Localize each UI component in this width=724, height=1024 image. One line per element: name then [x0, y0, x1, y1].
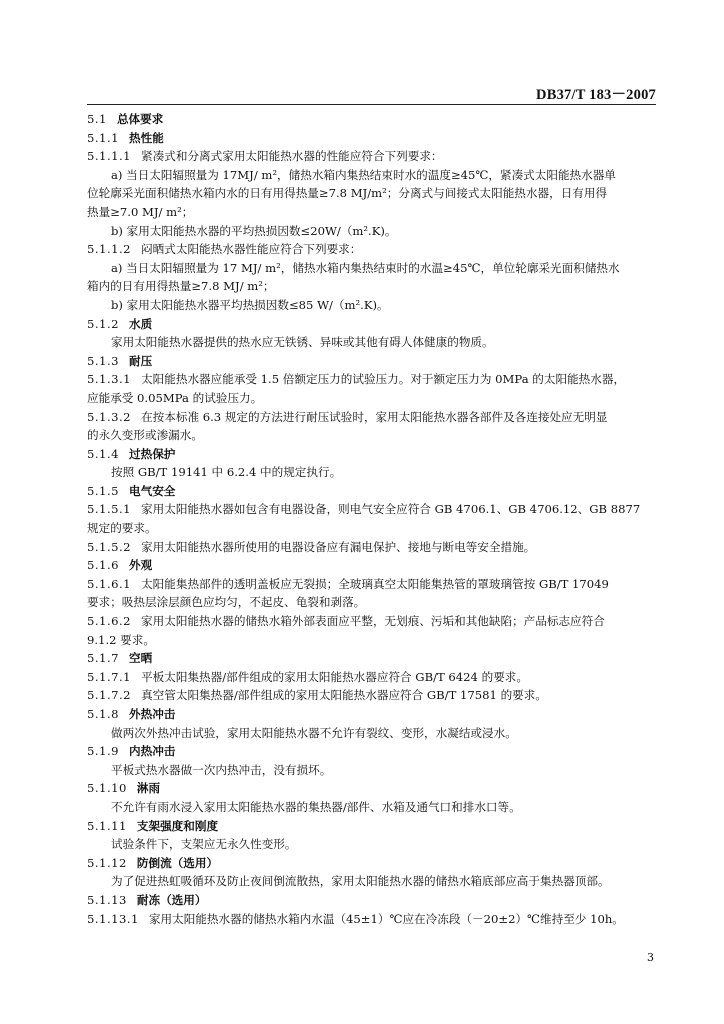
section-heading	[87, 110, 658, 129]
clause-number: 5.1.1.1	[87, 149, 132, 164]
clause-text: 按照 GB/T 19141 中 6.2.4 中的规定执行。	[111, 465, 342, 480]
text-line	[87, 389, 658, 408]
text-line	[87, 835, 658, 854]
text-line	[87, 333, 658, 352]
clause-text: 箱内的日有用得热量≥7.8 MJ/ m²；	[87, 279, 275, 294]
clause-text: 做两次外热冲击试验，家用太阳能热水器不允许有裂纹、变形，水凝结或浸水。	[111, 725, 517, 740]
clause-line	[87, 668, 658, 687]
clause-number: 5.1.5.1	[87, 502, 132, 517]
heading-text: 总体要求	[116, 112, 164, 126]
section-heading	[87, 891, 658, 910]
clause-text: 家用太阳能热水器提供的热水应无铁锈、异味或其他有碍人体健康的物质。	[111, 335, 494, 350]
clause-text: 真空管太阳集热器/部件组成的家用太阳能热水器应符合 GB/T 17581 的要求。	[141, 688, 547, 703]
clause-line	[87, 370, 658, 389]
clause-number: 5.1.4	[87, 446, 119, 461]
clause-line	[87, 538, 658, 557]
section-heading	[87, 854, 658, 873]
clause-number: 5.1.9	[87, 744, 119, 759]
section-heading	[87, 779, 658, 798]
clause-text: 在按本标准 6.3 规定的方法进行耐压试验时，家用太阳能热水器各部件及各连接处应无明显	[141, 409, 608, 424]
clause-text: 试验条件下，支架应无永久性变形。	[111, 837, 297, 852]
clause-text: 家用太阳能热水器的储热水箱内水温（45±1）℃应在冷冻段（－20±2）℃维持至少 10h。	[148, 911, 624, 926]
text-line	[87, 277, 658, 296]
clause-text: 家用太阳能热水器如包含有电器设备，则电气安全应符合 GB 4706.1、GB 4706.12、GB 8877	[141, 502, 641, 517]
clause-line	[87, 910, 658, 929]
section-heading	[87, 482, 658, 501]
clause-text: 家用太阳能热水器的储热水箱外部表面应平整，无划痕、污垢和其他缺陷；产品标志应符合	[141, 614, 605, 629]
clause-text: 平板太阳集热器/部件组成的家用太阳能热水器应符合 GB/T 6424 的要求。	[141, 669, 528, 684]
clause-number: 5.1.10	[87, 781, 127, 796]
clause-number: 5.1.7.2	[87, 688, 132, 703]
section-heading	[87, 445, 658, 464]
section-heading	[87, 556, 658, 575]
clause-text: 太阳能热水器应能承受 1.5 倍额定压力的试验压力。对于额定压力为 0MPa 的太阳能热水器，	[141, 372, 626, 387]
section-heading	[87, 742, 658, 761]
text-line	[87, 761, 658, 780]
heading-text: 防倒流（选用）	[136, 855, 219, 870]
clause-number: 5.1.7.1	[87, 669, 132, 684]
text-line	[87, 519, 658, 538]
heading-text: 外观	[129, 558, 153, 573]
text-line	[87, 222, 658, 241]
clause-number: 5.1.2	[87, 316, 119, 331]
clause-text: b) 家用太阳能热水器平均热损因数≤85 W/（m².K)。	[111, 297, 389, 312]
clause-line	[87, 408, 658, 427]
clause-text: 为了促进热虹吸循环及防止夜间倒流散热，家用太阳能热水器的储热水箱底部应高于集热器顶部。	[111, 874, 610, 889]
clause-text: 太阳能集热部件的透明盖板应无裂损；全玻璃真空太阳能集热管的罩玻璃管按 GB/T 17049	[141, 576, 609, 591]
clause-text: 位轮廓采光面积储热水箱内水的日有用得热量≥7.8 MJ/m²；分离式与间接式太阳能热水器，日有用得	[87, 186, 608, 201]
document-code: DB37/T 183－2007	[536, 87, 656, 103]
clause-line	[87, 147, 658, 166]
heading-text: 热性能	[129, 130, 164, 145]
header-rule	[87, 104, 656, 105]
clause-text: a) 当日太阳辐照量为 17MJ/ m²，储热水箱内集热结束时水的温度≥45℃，紧凑式太阳能热水器单	[111, 167, 616, 182]
clause-text: 闷晒式太阳能热水器性能应符合下列要求：	[141, 242, 362, 257]
clause-number: 5.1.1.2	[87, 242, 132, 257]
clause-number: 5.1	[87, 112, 107, 126]
text-line	[87, 166, 658, 185]
clause-number: 5.1.3	[87, 353, 119, 368]
heading-text: 空晒	[129, 651, 153, 666]
clause-number: 5.1.13.1	[87, 911, 139, 926]
clause-line	[87, 612, 658, 631]
document-body	[87, 110, 658, 928]
section-heading	[87, 705, 658, 724]
clause-line	[87, 500, 658, 519]
clause-number: 5.1.13	[87, 892, 127, 907]
section-heading	[87, 352, 658, 371]
page-number: 3	[647, 951, 654, 964]
section-heading	[87, 129, 658, 148]
clause-number: 5.1.3.1	[87, 372, 132, 387]
clause-line	[87, 240, 658, 259]
heading-text: 支架强度和刚度	[136, 818, 219, 833]
clause-text: 要求；吸热层涂层颜色应均匀，不起皮、龟裂和剥落。	[87, 595, 366, 610]
clause-line	[87, 686, 658, 705]
text-line	[87, 463, 658, 482]
text-line	[87, 184, 658, 203]
clause-text: 紧凑式和分离式家用太阳能热水器的性能应符合下列要求：	[141, 149, 443, 164]
clause-number: 5.1.5	[87, 483, 119, 498]
heading-text: 外热冲击	[129, 707, 176, 721]
clause-number: 5.1.1	[87, 130, 119, 145]
clause-text: 的永久变形或渗漏水。	[87, 428, 203, 443]
section-heading	[87, 817, 658, 836]
section-heading	[87, 315, 658, 334]
clause-text: 9.1.2 要求。	[87, 632, 155, 647]
text-line	[87, 203, 658, 222]
text-line	[87, 631, 658, 650]
heading-text: 淋雨	[136, 781, 161, 796]
section-heading	[87, 649, 658, 668]
clause-number: 5.1.11	[87, 818, 127, 833]
text-line	[87, 593, 658, 612]
clause-number: 5.1.6.2	[87, 614, 132, 629]
heading-text: 电气安全	[129, 483, 176, 498]
heading-text: 水质	[129, 316, 153, 331]
heading-text: 过热保护	[129, 446, 176, 461]
clause-text: 应能承受 0.05MPa 的试验压力。	[87, 390, 263, 405]
clause-text: a) 当日太阳辐照量为 17 MJ/ m²，储热水箱内集热结束时的水温≥45℃，单位轮廓采光面积储热水	[111, 260, 620, 275]
clause-text: 不允许有雨水浸入家用太阳能热水器的集热器/部件、水箱及通气口和排水口等。	[111, 799, 521, 814]
clause-number: 5.1.6	[87, 558, 119, 573]
heading-text: 耐冻（选用）	[136, 892, 207, 907]
clause-line	[87, 575, 658, 594]
text-line	[87, 798, 658, 817]
text-line	[87, 724, 658, 743]
clause-text: 平板式热水器做一次内热冲击，没有损坏。	[111, 762, 332, 777]
clause-number: 5.1.7	[87, 651, 119, 666]
clause-number: 5.1.5.2	[87, 539, 132, 554]
clause-text: 规定的要求。	[87, 521, 157, 536]
heading-text: 耐压	[129, 353, 153, 368]
clause-text: b) 家用太阳能热水器的平均热损因数≤20W/（m².K)。	[111, 223, 397, 238]
clause-number: 5.1.8	[87, 707, 119, 721]
text-line	[87, 296, 658, 315]
text-line	[87, 259, 658, 278]
clause-text: 热量≥7.0 MJ/ m²；	[87, 204, 194, 219]
clause-text: 家用太阳能热水器所使用的电器设备应有漏电保护、接地与断电等安全措施。	[141, 539, 536, 554]
clause-number: 5.1.6.1	[87, 576, 132, 591]
text-line	[87, 426, 658, 445]
clause-number: 5.1.3.2	[87, 409, 132, 424]
clause-number: 5.1.12	[87, 855, 127, 870]
text-line	[87, 872, 658, 891]
heading-text: 内热冲击	[129, 744, 176, 759]
